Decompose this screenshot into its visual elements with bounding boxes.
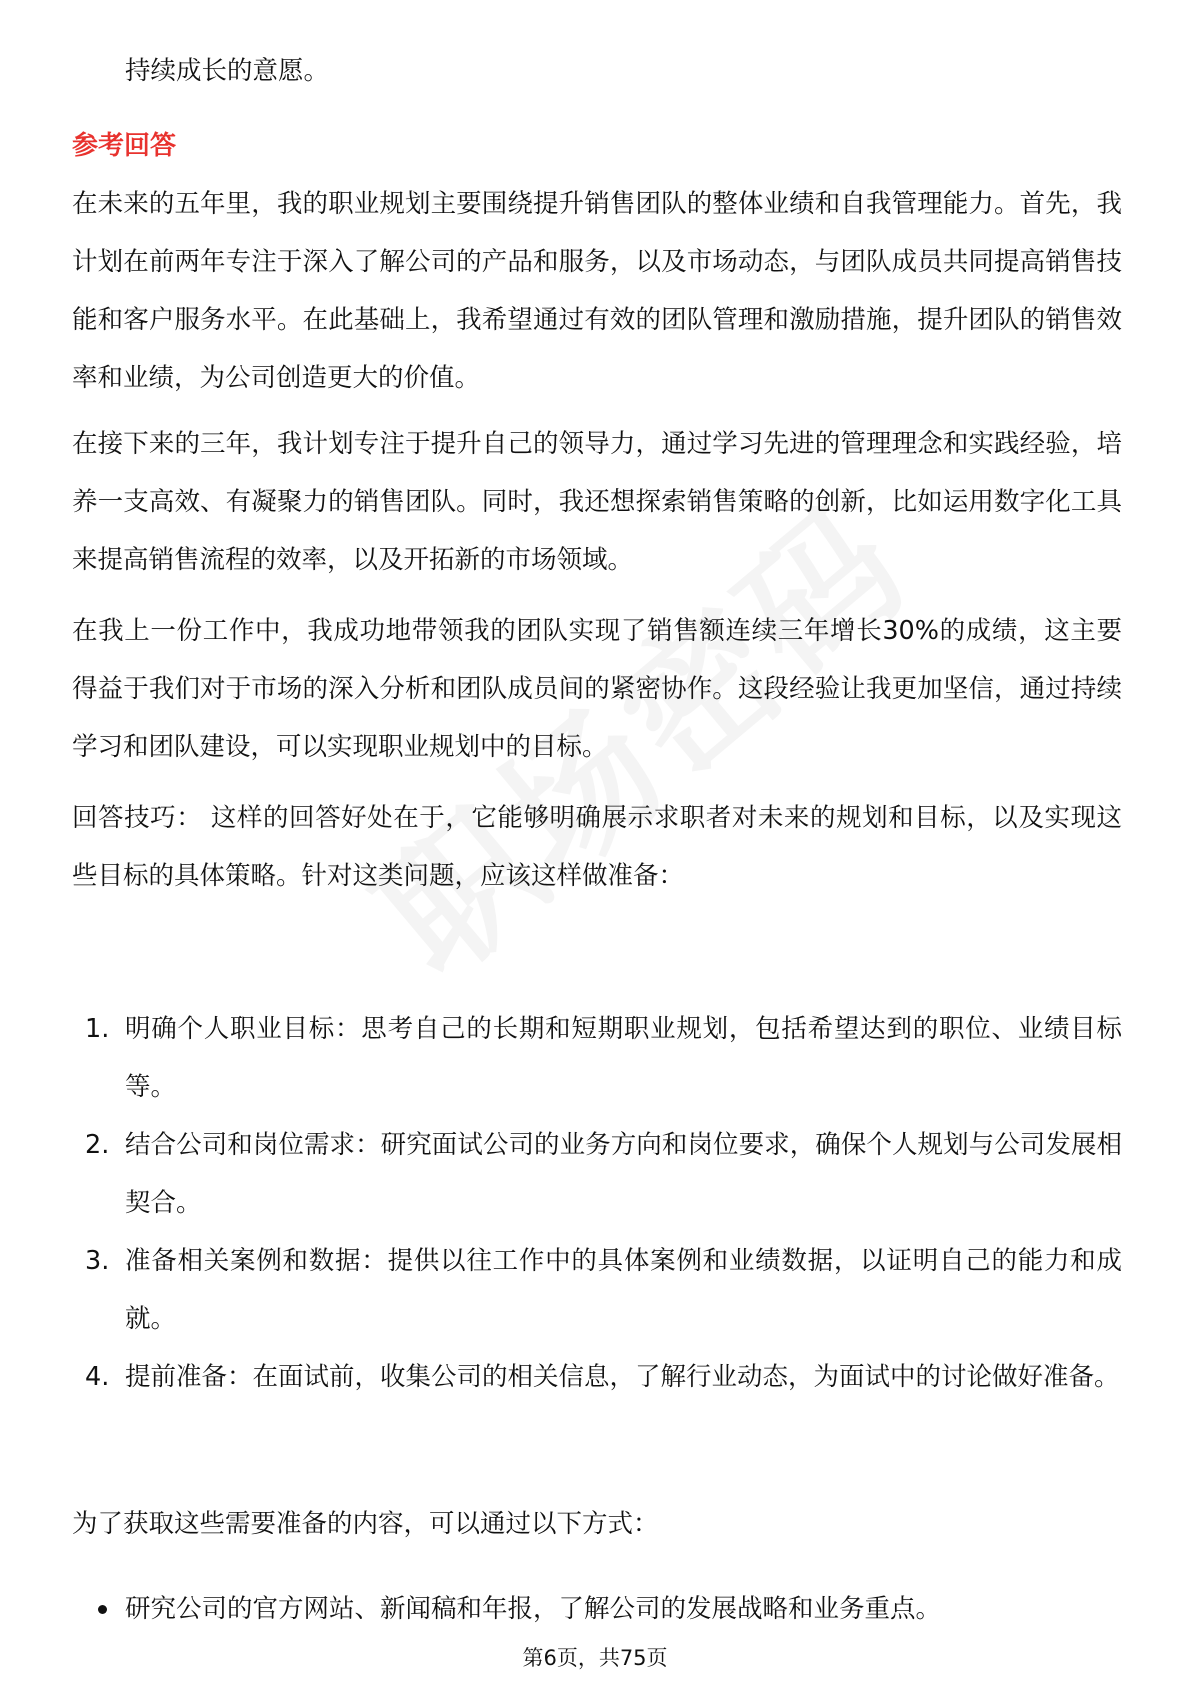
list-item: [72, 1232, 1122, 1348]
list-marker: 1.: [85, 1014, 110, 1044]
bullet-icon: [98, 1605, 107, 1614]
list-marker: 2.: [85, 1130, 110, 1160]
paragraph-methods-intro: 为了获取这些需要准备的内容，可以通过以下方式：: [72, 1509, 659, 1539]
list-marker: 3.: [85, 1246, 110, 1276]
paragraph-tips-intro: 回答技巧： 这样的回答好处在于，它能够明确展示求职者对未来的规划和目标，以及实现这些目标的具体策略。针对这类问题，应该这样做准备：: [72, 803, 1122, 891]
paragraph-answer-1: 在未来的五年里，我的职业规划主要围绕提升销售团队的整体业绩和自我管理能力。首先，我计划在前两年专注于深入了解公司的产品和服务，以及市场动态，与团队成员共同提高销售技能和客户服务水平。在此基础上，我希望通过有效的团队管理和激励措施，提升团队的销售效率和业绩，为公司创造更大的价值。: [72, 189, 1122, 393]
continued-line: 持续成长的意愿。: [125, 56, 330, 86]
list-item: [72, 1116, 1122, 1232]
list-item: [72, 1580, 1122, 1638]
list-item-text: 结合公司和岗位需求：研究面试公司的业务方向和岗位要求，确保个人规划与公司发展相契合。: [125, 1130, 1122, 1218]
list-item-text: 准备相关案例和数据：提供以往工作中的具体案例和业绩数据，以证明自己的能力和成就。: [125, 1246, 1122, 1334]
section-heading: 参考回答: [72, 131, 177, 161]
tips-list: [72, 1000, 1122, 1406]
list-item: [72, 1000, 1122, 1116]
list-item-text: 明确个人职业目标：思考自己的长期和短期职业规划，包括希望达到的职位、业绩目标等。: [125, 1014, 1122, 1102]
list-item: [72, 1348, 1122, 1406]
list-marker: 4.: [85, 1362, 110, 1392]
page-number: 第6页，共75页: [522, 1646, 668, 1670]
paragraph-answer-3: 在我上一份工作中，我成功地带领我的团队实现了销售额连续三年增长30%的成绩，这主要得益于我们对于市场的深入分析和团队成员间的紧密协作。这段经验让我更加坚信，通过持续学习和团队建设，可以实现职业规划中的目标。: [72, 616, 1122, 762]
paragraph-answer-2: 在接下来的三年，我计划专注于提升自己的领导力，通过学习先进的管理理念和实践经验，培养一支高效、有凝聚力的销售团队。同时，我还想探索销售策略的创新，比如运用数字化工具来提高销售流程的效率，以及开拓新的市场领域。: [72, 429, 1122, 575]
list-item-text: 提前准备：在面试前，收集公司的相关信息，了解行业动态，为面试中的讨论做好准备。: [125, 1362, 1120, 1392]
list-item-text: 研究公司的官方网站、新闻稿和年报，了解公司的发展战略和业务重点。: [125, 1594, 942, 1624]
methods-list: [72, 1580, 1122, 1638]
